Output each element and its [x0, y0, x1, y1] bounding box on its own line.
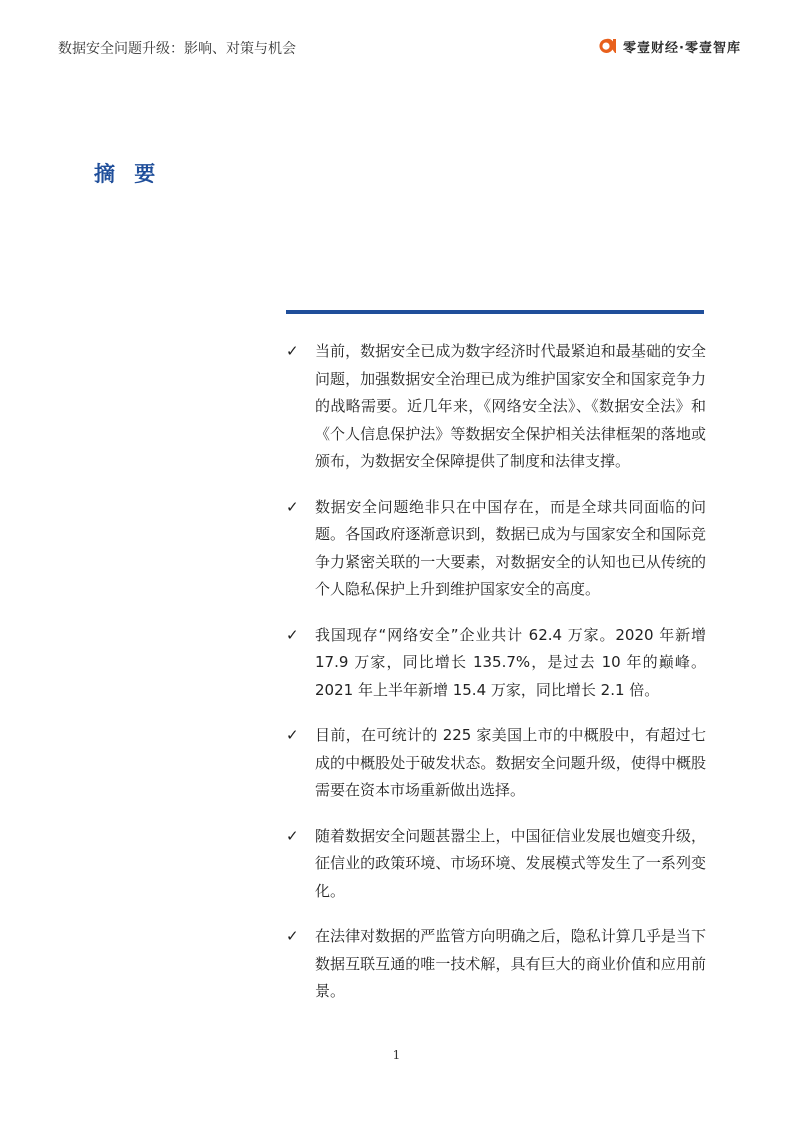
summary-item-text: 当前，数据安全已成为数字经济时代最紧迫和最基础的安全问题，加强数据安全治理已成为维护国家安全和国家竞争力的战略需要。近几年来，《网络安全法》、《数据安全法》和《个人信息保护法》等数据安全保护相关法律框架的落地或颁布，为数据安全保障提供了制度和法律支撑。	[315, 342, 706, 470]
summary-item	[284, 722, 706, 805]
brand-name: 零壹财经·零壹智库	[623, 40, 741, 56]
summary-list	[284, 338, 706, 1024]
summary-item	[284, 923, 706, 1006]
report-title: 数据安全问题升级：影响、对策与机会	[58, 41, 296, 57]
checkmark-icon: ✓	[286, 497, 299, 516]
checkmark-icon: ✓	[286, 342, 299, 360]
brand-header	[595, 36, 741, 56]
summary-item-text: 我国现存“网络安全”企业共计 62.4 万家。2020 年新增 17.9 万家，同比增长 135.7%，是过去 10 年的巅峰。2021 年上半年新增 15.4 万家，同比增长 2.1 倍。	[315, 625, 706, 699]
summary-item	[284, 494, 706, 604]
page-number: 1	[392, 1048, 401, 1062]
abstract-heading: 摘 要	[94, 162, 162, 186]
summary-item-text: 目前，在可统计的 225 家美国上市的中概股中，有超过七成的中概股处于破发状态。数据安全问题升级，使得中概股需要在资本市场重新做出选择。	[315, 726, 706, 799]
summary-item	[284, 338, 706, 476]
checkmark-icon: ✓	[286, 625, 299, 644]
summary-item	[284, 823, 706, 906]
section-divider	[286, 310, 704, 314]
checkmark-icon: ✓	[286, 826, 299, 845]
checkmark-icon: ✓	[286, 927, 299, 945]
summary-item	[284, 622, 706, 705]
summary-item-text: 随着数据安全问题甚嚣尘上，中国征信业发展也嬗变升级，征信业的政策环境、市场环境、发展模式等发生了一系列变化。	[315, 826, 706, 900]
checkmark-icon: ✓	[286, 726, 299, 744]
brand-logo-icon	[595, 36, 617, 56]
summary-item-text: 在法律对数据的严监管方向明确之后，隐私计算几乎是当下数据互联互通的唯一技术解，具有巨大的商业价值和应用前景。	[315, 927, 706, 1000]
summary-item-text: 数据安全问题绝非只在中国存在，而是全球共同面临的问题。各国政府逐渐意识到，数据已成为与国家安全和国际竞争力紧密关联的一大要素，对数据安全的认知也已从传统的个人隐私保护上升到维护国家安全的高度。	[315, 497, 706, 598]
